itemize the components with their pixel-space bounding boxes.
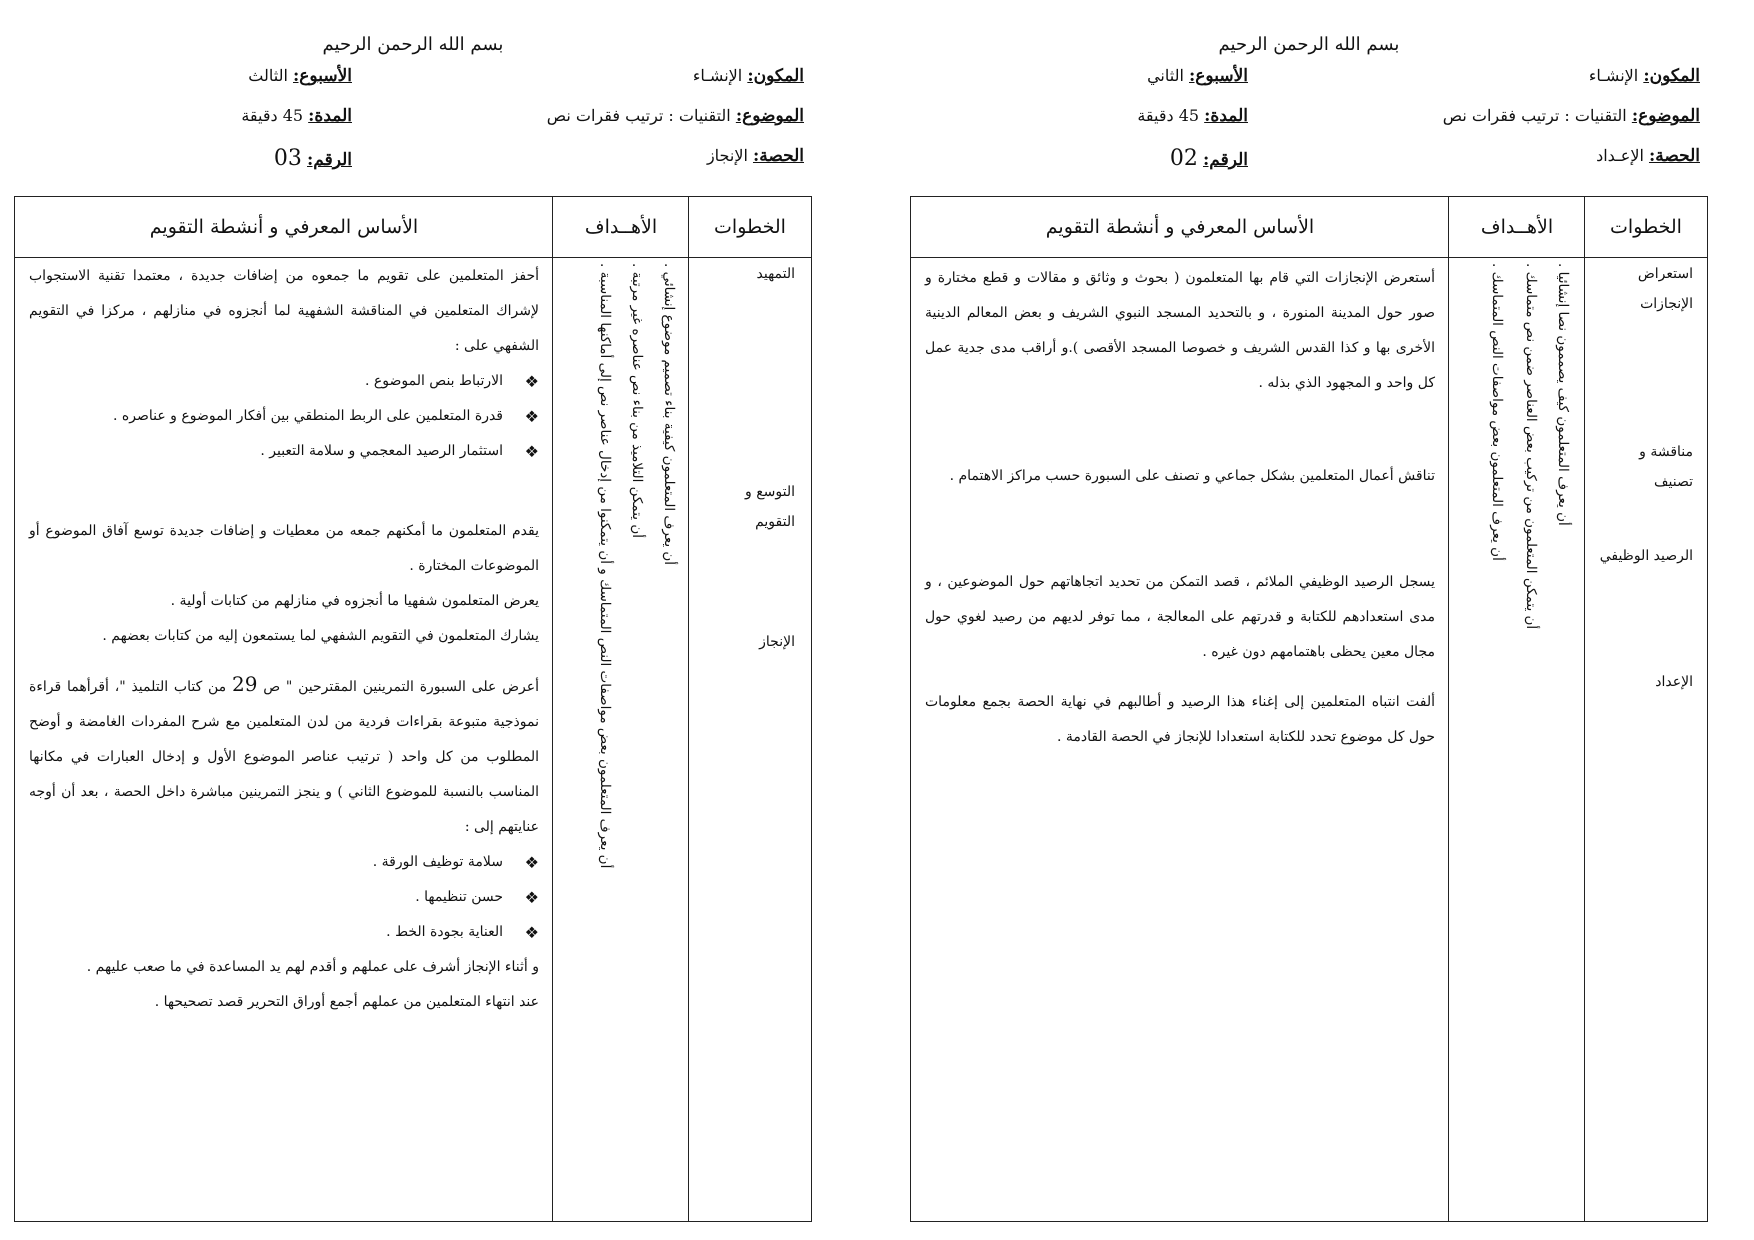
step-intro: التمهيد — [756, 266, 795, 282]
list-item — [29, 364, 539, 399]
steps-header: الخطوات — [1610, 216, 1682, 238]
number-value: 02 — [1169, 146, 1198, 171]
session-value: الإنجاز — [706, 146, 748, 165]
goals-header: الأهــداف — [584, 216, 658, 238]
bullet-text: استثمار الرصيد المعجمي و سلامة التعبير . — [260, 443, 503, 459]
week-field — [248, 66, 352, 86]
page-number: 29 — [231, 672, 258, 696]
intro-text: أحفز المتعلمين على تقويم ما جمعوه من إضافات جديدة ، معتمدا تقنية الاستجواب لإشراك المتعلمين في المناقشة الشفهية لما أنجزوه في منازلهم ، مركزا في التقويم الشفهي على : — [29, 268, 539, 354]
bullet-icon: ❖ — [524, 888, 539, 907]
duration-label: المدة: — [308, 106, 352, 126]
achievement-text-part: من كتاب التلميذ "، أقرأهما قراءة نموذجية متبوعة بقراءات فردية من لدن المتعلمين مع شرح المفردات الغامضة و أوضح المطلوب من كل واحد ( ترتيب عناصر الموضوع الأول و إدخال العبارات في مكانها المناسب بالنسبة للموضوع الثاني ) و ينجز التمرينين مباشرة داخل الحصة ، بعد أن أوجه عنايتهم إلى : — [29, 679, 539, 835]
number-label: الرقم: — [1203, 150, 1248, 170]
bullet-icon: ❖ — [524, 407, 539, 426]
basis-header: الأساس المعرفي و أنشطة التقويم — [1045, 216, 1315, 238]
step-review: استعراض الإنجازات — [1637, 266, 1693, 312]
bullet-text: سلامة توظيف الورقة . — [372, 854, 503, 870]
duration-value: 45 دقيقة — [241, 106, 304, 125]
basmala: بسم الله الرحمن الرحيم — [1218, 34, 1400, 55]
goal-item: أن يعرف المتعلمون كيف يصممون نصا إنشائيا . — [1555, 263, 1571, 526]
steps-header: الخطوات — [714, 216, 786, 238]
preparation-paragraph: ألفت انتباه المتعلمين إلى إغناء هذا الرصيد و أطالبهم في نهاية الحصة بجمع معلومات حول كل موضوع تحدد للكتابة استعدادا للإنجاز في الحصة القادمة . — [925, 694, 1435, 745]
closing-line: و أثناء الإنجاز أشرف على عملهم و أقدم لهم يد المساعدة في ما صعب عليهم . — [86, 959, 539, 975]
lesson-sheet-03 — [14, 0, 812, 1240]
vocabulary-paragraph: يسجل الرصيد الوظيفي الملائم ، قصد التمكن من تحديد اتجاهاتهم حول الموضوعين ، و مدى استعدادهم للكتابة و قدرتهم على المعالجة ، مما توفر لديهم من رصيد لغوي حول مجال معين يحظى باهتمامهم دون غيره . — [925, 574, 1435, 660]
goal-item: أن يعرف المتعلمون بعض مواصفات النص المتماسك . — [1489, 263, 1505, 561]
session-field — [707, 146, 804, 166]
bullet-icon: ❖ — [524, 923, 539, 942]
week-value: الثاني — [1147, 66, 1184, 85]
bullet-text: حسن تنظيمها . — [415, 889, 503, 905]
step-expansion: التوسع و التقويم — [744, 484, 795, 530]
goal-item: أن يتمكن المتعلمون من تركيب بعض العناصر ضمن نص متماسك . — [1523, 263, 1539, 630]
duration-label: المدة: — [1204, 106, 1248, 126]
list-item — [29, 880, 539, 915]
lesson-sheet-02 — [910, 0, 1708, 1240]
bullet-icon: ❖ — [524, 853, 539, 872]
discussion-paragraph: تناقش أعمال المتعلمين بشكل جماعي و تصنف على السبورة حسب مراكز الاهتمام . — [949, 468, 1435, 484]
list-item — [29, 845, 539, 880]
component-field — [693, 66, 804, 86]
number-label: الرقم: — [307, 150, 352, 170]
step-achievement: الإنجاز — [759, 634, 795, 650]
bullet-text: العناية بجودة الخط . — [386, 924, 503, 940]
expansion-line: يعرض المتعلمون شفهيا ما أنجزوه في منازلهم من كتابات أولية . — [170, 593, 539, 609]
achievement-text-part: أعرض على السبورة التمرينين المقترحين " ص — [257, 679, 539, 695]
expansion-paragraph — [29, 514, 539, 654]
session-field — [1596, 146, 1700, 166]
week-value: الثالث — [248, 66, 288, 85]
goal-item: أن يعرف المتعلمون كيفية بناء تصميم موضوع إنشائي . — [661, 263, 677, 566]
expansion-line: يقدم المتعلمون ما أمكنهم جمعه من معطيات و إضافات جديدة توسع آفاق الموضوع أو الموضوعات المختارة . — [29, 523, 539, 574]
component-label: المكون: — [747, 66, 804, 86]
session-value: الإعـداد — [1596, 146, 1644, 165]
topic-value: التقنيات : ترتيب فقرات نص — [1442, 106, 1627, 125]
topic-field — [1443, 106, 1700, 126]
number-field — [1170, 146, 1248, 171]
list-item — [29, 915, 539, 950]
step-vocabulary: الرصيد الوظيفي — [1599, 548, 1693, 564]
number-value: 03 — [273, 146, 302, 171]
bullet-icon: ❖ — [524, 372, 539, 391]
topic-value: التقنيات : ترتيب فقرات نص — [546, 106, 731, 125]
basis-header: الأساس المعرفي و أنشطة التقويم — [149, 216, 419, 238]
table-header — [15, 197, 811, 258]
topic-label: الموضوع: — [1631, 106, 1700, 126]
lesson-plan-table — [14, 196, 812, 1222]
number-field — [274, 146, 352, 171]
week-label: الأسبوع: — [1189, 66, 1248, 86]
table-header — [911, 197, 1707, 258]
step-discussion: مناقشة و تصنيف — [1639, 444, 1693, 490]
goals-column — [553, 259, 689, 1221]
step-preparation: الإعداد — [1655, 674, 1693, 690]
achievement-paragraph — [29, 667, 539, 1020]
basis-column — [15, 259, 553, 1221]
achievement-bullet-list — [29, 845, 539, 950]
list-item — [29, 434, 539, 469]
goals-header: الأهــداف — [1480, 216, 1554, 238]
topic-label: الموضوع: — [735, 106, 804, 126]
bullet-text: قدرة المتعلمين على الربط المنطقي بين أفكار الموضوع و عناصره . — [113, 408, 503, 424]
bullet-text: الارتباط بنص الموضوع . — [365, 373, 503, 389]
component-value: الإنشـاء — [1588, 66, 1639, 85]
goals-column — [1449, 259, 1585, 1221]
week-field — [1147, 66, 1248, 86]
week-label: الأسبوع: — [293, 66, 352, 86]
list-item — [29, 399, 539, 434]
bullet-icon: ❖ — [524, 442, 539, 461]
session-label: الحصة: — [752, 146, 804, 166]
session-label: الحصة: — [1648, 146, 1700, 166]
lesson-plan-table — [910, 196, 1708, 1222]
goal-item: أن يعرف المتعلمون بعض مواصفات النص المتماسك و أن يتمكنوا من إدخال عناصر نص إلى أماكنها المناسبة . — [597, 263, 613, 869]
review-paragraph: أستعرض الإنجازات التي قام بها المتعلمون ( بحوث و وثائق و مقالات و قطع مختارة و صور حول المدينة المنورة ، و بالتحديد المسجد النبوي الشريف و بعض المعالم الدينية الأخرى بها و كذا القدس الشريف و خصوصا المسجد الأقصى ).و أراقب مدى جدية عمل كل واحد و المجهود الذي بذله . — [925, 270, 1435, 391]
expansion-line: يشارك المتعلمون في التقويم الشفهي لما يستمعون إليه من كتابات بعضهم . — [102, 628, 539, 644]
duration-field — [241, 106, 352, 126]
component-label: المكون: — [1643, 66, 1700, 86]
intro-bullet-list — [29, 364, 539, 469]
topic-field — [547, 106, 804, 126]
component-field — [1589, 66, 1700, 86]
component-value: الإنشـاء — [692, 66, 743, 85]
goal-item: أن يتمكن التلاميذ من بناء نص عناصره غير مرتبة . — [629, 263, 645, 538]
closing-line: عند انتهاء المتعلمين من عملهم أجمع أوراق التحرير قصد تصحيحها . — [154, 994, 539, 1010]
basmala: بسم الله الرحمن الرحيم — [322, 34, 504, 55]
duration-field — [1137, 106, 1248, 126]
achievement-text — [29, 667, 539, 845]
duration-value: 45 دقيقة — [1137, 106, 1200, 125]
intro-paragraph — [29, 259, 539, 469]
basis-column — [911, 259, 1449, 1221]
